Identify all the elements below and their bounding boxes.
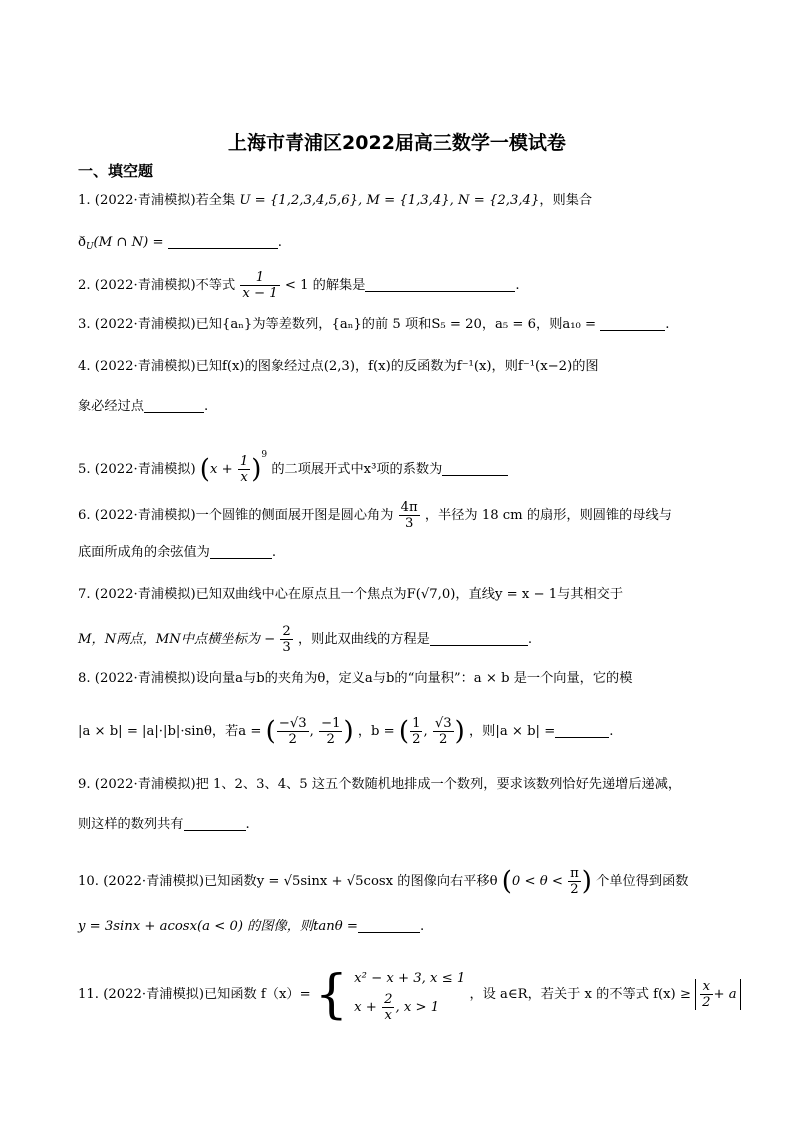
question-4-cont <box>78 398 718 416</box>
text-q10-a: 已知函数y = √5sinx + √5cosx 的图像向右平移θ <box>203 874 498 889</box>
text-q5-num: 5. <box>78 462 91 477</box>
page-title: 上海市青浦区2022届高三数学一模试卷 <box>228 132 566 154</box>
text-q4-text2: 象必经过点 <box>78 399 144 414</box>
text-src: (2022·青浦模拟) <box>94 587 196 602</box>
text-q5-x: x + <box>209 462 233 477</box>
text-q6-fden: 3 <box>404 516 414 531</box>
text-q1-expr: ð <box>78 235 86 250</box>
text-q5-b: 的二项展开式中x³项的系数为 <box>271 462 443 477</box>
answer-blank[interactable] <box>430 631 528 646</box>
text-q9-text2: 则这样的数列共有 <box>78 817 184 832</box>
text-q7-c: ，则此双曲线的方程是 <box>298 632 430 647</box>
text-q11-case2a: x + <box>354 1000 377 1015</box>
piecewise-cases <box>354 966 465 1023</box>
answer-blank[interactable] <box>358 918 420 933</box>
text-src: (2022·青浦模拟) <box>94 777 196 792</box>
text-q9-num: 9. <box>78 777 91 792</box>
text-q10-cond: 0 < θ < <box>511 874 563 889</box>
question-8-cont: |a × b| = |a|·|b|·sinθ，若a = ( $\frac{-√3}{2}$ , $\frac{-1}{2}$ ) ，b = ( $\frac{1}{2}$ , $\frac{√3}{2}$ ) ，则|a × b| = . <box>78 716 614 747</box>
text-q2-fden: x − 1 <box>242 286 278 301</box>
answer-blank[interactable] <box>365 277 515 292</box>
text-q10-fden: 2 <box>570 882 579 897</box>
text-src: (2022·青浦模拟) <box>94 193 196 208</box>
text-q10-b: 个单位得到函数 <box>596 874 689 889</box>
fraction <box>382 992 394 1023</box>
text-q8-v2c: √3 <box>434 716 452 731</box>
text-period: . <box>665 317 670 332</box>
text-q8-v1d: 2 <box>326 732 335 747</box>
text-q8-v2d: 2 <box>439 732 448 747</box>
answer-blank[interactable] <box>144 398 204 413</box>
text-q8-v2b: 2 <box>412 732 421 747</box>
text-q2-b: < 1 的解集是 <box>284 278 366 293</box>
question-8 <box>78 670 718 688</box>
text-q1-num: 1. <box>78 193 91 208</box>
answer-blank[interactable] <box>210 544 272 559</box>
text-period: . <box>515 278 520 293</box>
text-q8-v1c: −1 <box>321 716 341 731</box>
fraction <box>568 866 581 897</box>
text-q11-absnum: x <box>700 979 712 995</box>
text-q1-a: 若全集 <box>195 193 236 208</box>
text-q11-a: 已知函数 f（x）= <box>203 987 311 1002</box>
text-q7-fnum: 2 <box>282 624 291 639</box>
text-q3-text: 已知{aₙ}为等差数列，{aₙ}的前 5 项和S₅ = 20，a₅ = 6，则a₁₀ = <box>195 317 597 332</box>
text-q5-fden: x <box>240 470 248 485</box>
text-q11-case2num: 2 <box>384 992 393 1007</box>
question-9-cont <box>78 816 718 834</box>
question-2 <box>78 270 718 301</box>
question-6 <box>78 500 718 531</box>
text-q1-expr2: (M ∩ N) = <box>93 235 164 250</box>
text-q8-num: 8. <box>78 671 91 686</box>
answer-blank[interactable] <box>168 234 278 249</box>
fraction <box>280 624 292 655</box>
question-1-cont: $ð_U(M$ ∩ N) = . <box>78 235 282 252</box>
text-q11-b: ，设 a∈R，若关于 x 的不等式 f(x) ≥ <box>469 987 691 1002</box>
text-q5-fnum: 1 <box>239 454 249 469</box>
question-11: 11. (2022·青浦模拟)已知函数 f（x）= { x² − x + 3, x ≤ 1 x + $\frac{2}{x}$ , x > 1 ，设 a∈R，若关于 x 的不等式 f(x) ≥ $\frac{x}{2}$ + a <box>78 966 718 1023</box>
question-6-cont <box>78 544 718 562</box>
text-q6-a: 一个圆锥的侧面展开图是圆心角为 <box>195 508 394 523</box>
text-q11-num: 11. <box>78 987 99 1002</box>
text-q10-num: 10. <box>78 874 99 889</box>
text-src: (2022·青浦模拟) <box>103 874 204 889</box>
question-10: 10. (2022·青浦模拟)已知函数y = √5sinx + √5cosx 的图像向右平移θ (0 < θ < $\frac{\pi}{2}$ ) 个单位得到函数 <box>78 866 689 897</box>
text-period: . <box>203 399 209 414</box>
fraction <box>433 716 454 747</box>
text-src: (2022·青浦模拟) <box>103 987 204 1002</box>
text-period: . <box>609 724 614 739</box>
text-q2-a: 不等式 <box>195 278 236 293</box>
absolute-value <box>695 979 741 1010</box>
text-q5-exp: 9 <box>261 450 268 460</box>
question-1 <box>78 192 718 210</box>
text-q8-v2a: 1 <box>412 716 421 731</box>
answer-blank[interactable] <box>442 461 508 476</box>
question-3 <box>78 316 718 334</box>
text-q11-case2den: x <box>384 1008 392 1023</box>
question-7-cont <box>78 624 718 655</box>
fraction <box>238 454 250 485</box>
text-q8-v1a: −√3 <box>278 716 307 731</box>
fraction <box>319 716 342 747</box>
text-period: . <box>271 545 277 560</box>
text-src: (2022·青浦模拟) <box>94 278 196 293</box>
fraction <box>240 270 279 301</box>
text-q1-b: ，则集合 <box>539 193 593 208</box>
question-10-cont <box>78 918 718 936</box>
text-q6-text2: 底面所成角的余弦值为 <box>78 545 210 560</box>
text-q4-num: 4. <box>78 359 91 374</box>
question-7 <box>78 586 718 604</box>
text-q8-a: 设向量a与b的夹角为θ，定义a与b的“向量积”：a × b 是一个向量，它的模 <box>195 671 633 686</box>
text-period: . <box>419 919 425 934</box>
text-q3-num: 3. <box>78 317 91 332</box>
text-q6-fnum: 4π <box>400 500 418 515</box>
text-q11-case1: x² − x + 3, x ≤ 1 <box>354 971 466 986</box>
text-src: (2022·青浦模拟) <box>94 462 196 477</box>
question-9 <box>78 776 718 794</box>
answer-blank[interactable] <box>184 816 246 831</box>
text-period: . <box>527 632 533 647</box>
text-q2-fnum: 1 <box>240 270 279 286</box>
text-q7-b: M，N两点，MN中点横坐标为 − <box>78 632 276 647</box>
fraction <box>410 716 422 747</box>
text-q11-absden: 2 <box>702 995 711 1010</box>
text-src: (2022·青浦模拟) <box>94 317 196 332</box>
text-q1-set: U = {1,2,3,4,5,6}, M = {1,3,4}, N = {2,3,4} <box>239 193 540 208</box>
fraction <box>399 500 420 531</box>
section-heading: 一、填空题 <box>78 162 154 180</box>
question-4 <box>78 358 718 376</box>
text-q4-text: 已知f(x)的图象经过点(2,3)，f(x)的反函数为f⁻¹(x)，则f⁻¹(x−2)的图 <box>195 359 599 374</box>
question-5: 5. (2022·青浦模拟) (x + $\frac{1}{x}$ )$^9$ 的二项展开式中x³项的系数为 <box>78 446 718 485</box>
text-q10-text2: y = 3sinx + acosx(a < 0) 的图像，则tanθ = <box>78 919 358 934</box>
text-q6-b: ，半径为 18 cm 的扇形，则圆锥的母线与 <box>424 508 672 523</box>
text-src: (2022·青浦模拟) <box>94 671 196 686</box>
text-q2-num: 2. <box>78 278 91 293</box>
text-q8-b: |a × b| = |a|·|b|·sinθ，若a = <box>78 724 262 739</box>
text-q7-a: 已知双曲线中心在原点且一个焦点为F(√7,0)，直线y = x − 1与其相交于 <box>195 587 624 602</box>
text-period: . <box>277 235 282 250</box>
answer-blank[interactable] <box>555 723 609 738</box>
text-src: (2022·青浦模拟) <box>94 359 196 374</box>
text-q8-v1b: 2 <box>288 732 297 747</box>
text-q8-c: ，b = <box>357 724 395 739</box>
text-q9-a: 把 1、2、3、4、5 这五个数随机地排成一个数列，要求该数列恰好先递增后递减， <box>195 777 682 792</box>
text-q8-d: ，则|a × b| = <box>469 724 556 739</box>
text-q7-num: 7. <box>78 587 91 602</box>
text-q11-case2b: , x > 1 <box>395 1000 440 1015</box>
text-q7-fden: 3 <box>282 640 291 655</box>
fraction <box>277 716 309 747</box>
text-src: (2022·青浦模拟) <box>94 508 196 523</box>
text-q10-fnum: π <box>570 866 579 881</box>
text-q6-num: 6. <box>78 508 91 523</box>
text-q11-abs2: + a <box>713 987 737 1002</box>
answer-blank[interactable] <box>600 316 665 331</box>
text-period: . <box>245 817 250 832</box>
